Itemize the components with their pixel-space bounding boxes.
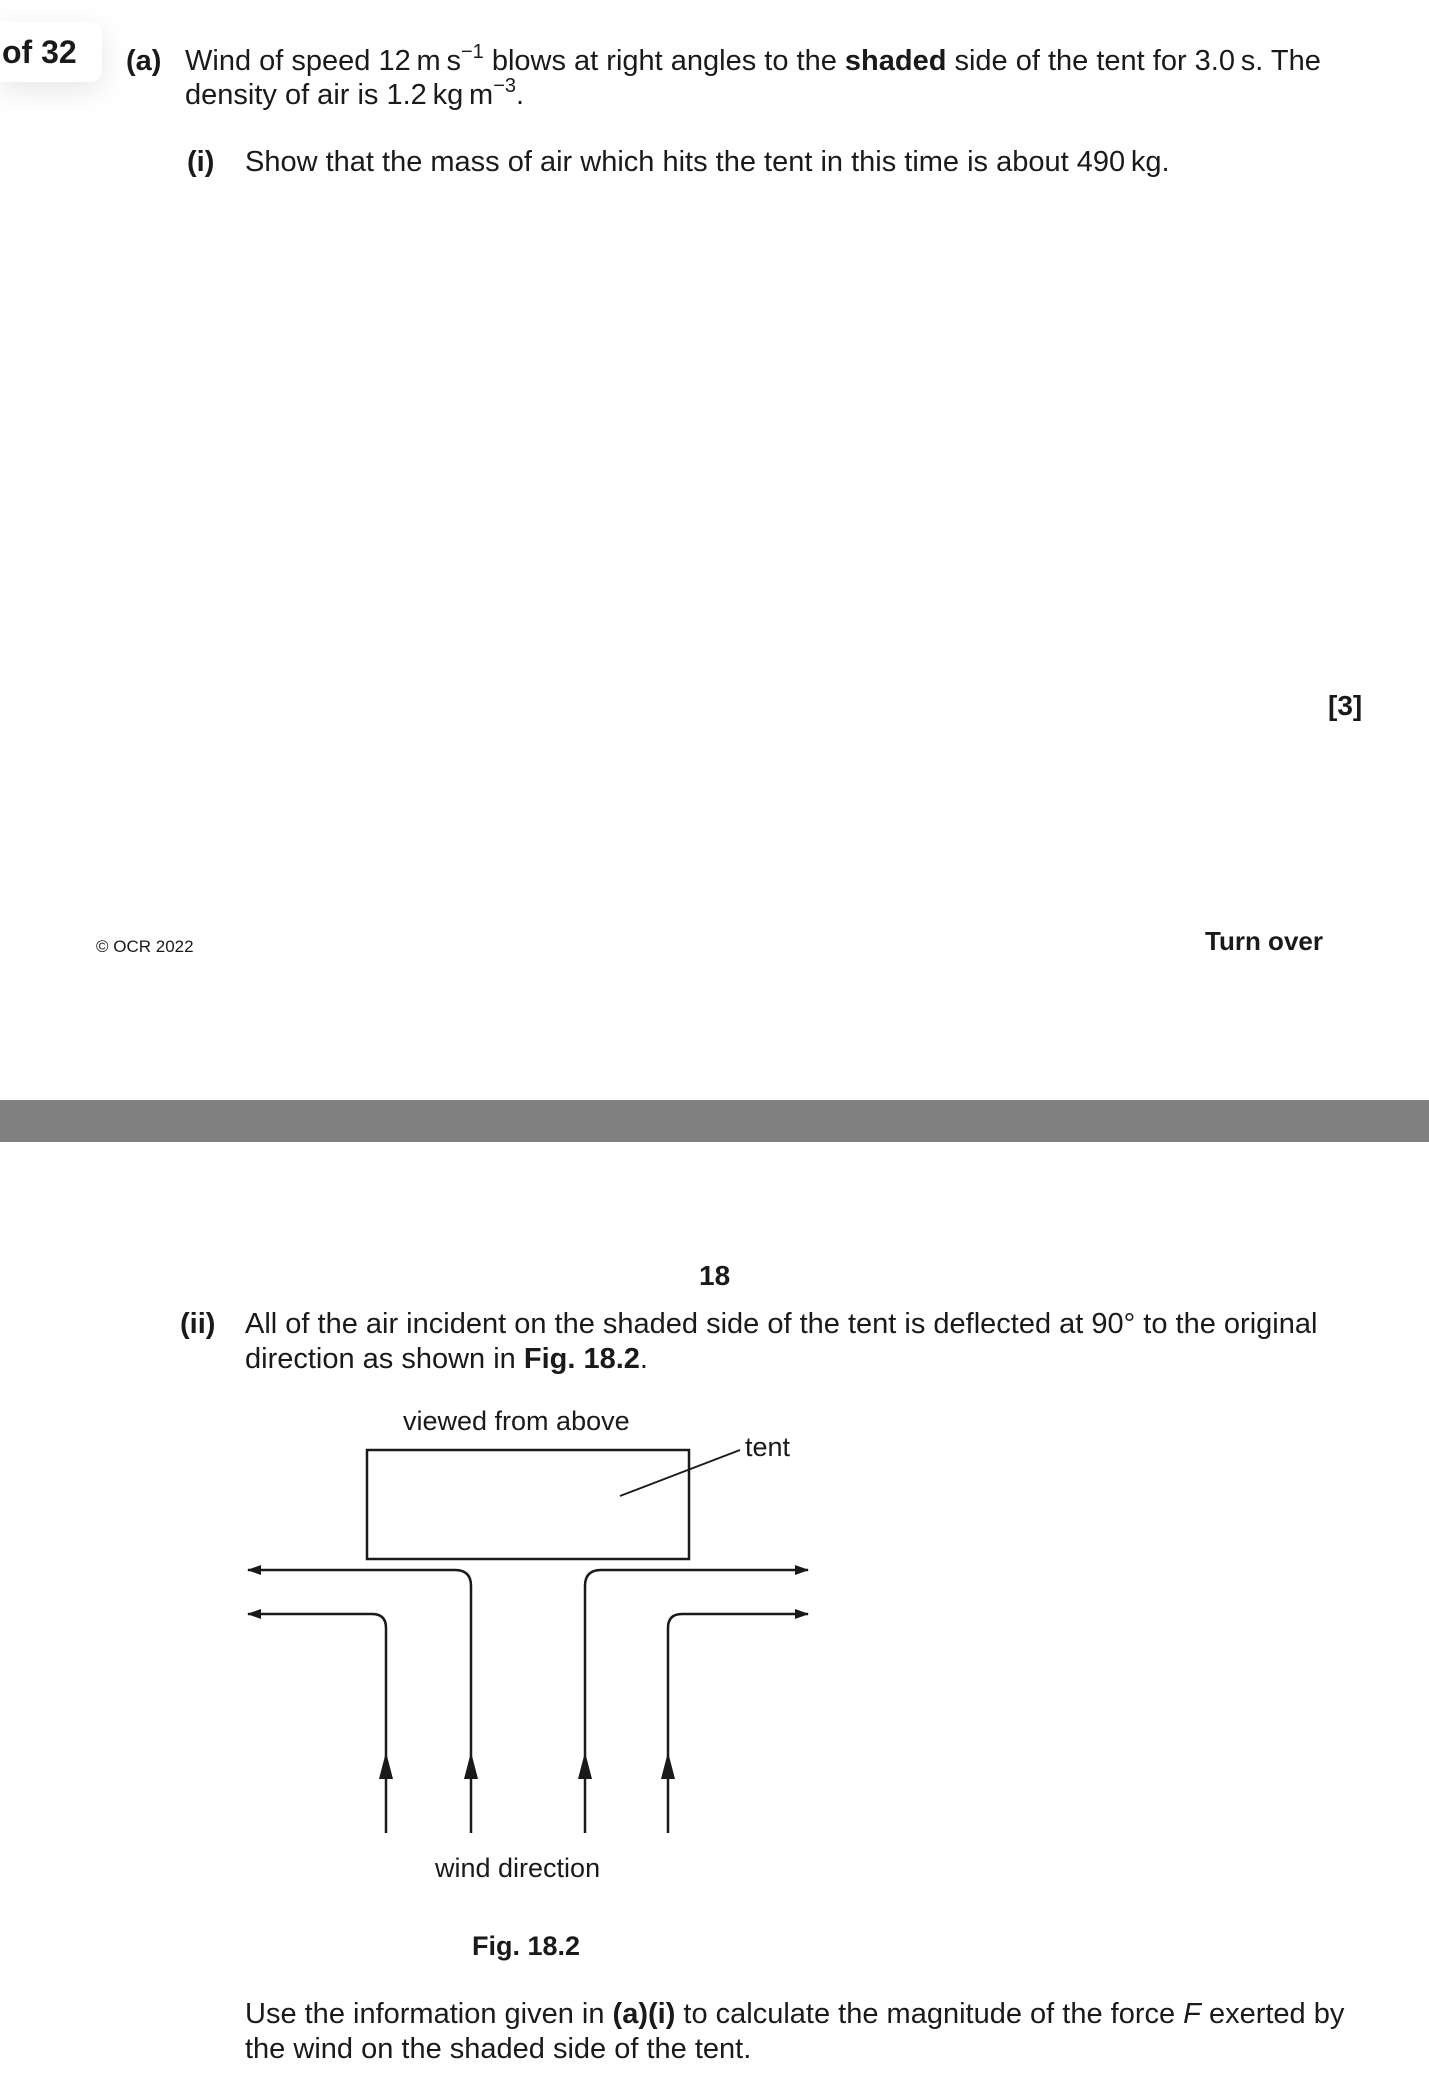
- page-counter-text: of 32: [2, 34, 77, 70]
- part-ii-label: (ii): [180, 1308, 216, 1340]
- figure-label-wind-direction: wind direction: [435, 1853, 601, 1883]
- wind-arrowhead-3: [578, 1752, 592, 1779]
- part-a-text: density of air is 1.2 kg m: [185, 79, 494, 111]
- figure-reference: Fig. 18.2: [523, 1343, 640, 1375]
- question-line2: the wind on the shaded side of the tent.: [245, 2033, 752, 2065]
- question-line1: [245, 1997, 1365, 2032]
- wind-arrowhead-2: [464, 1752, 478, 1779]
- tent-leader-line: [620, 1450, 740, 1496]
- part-reference: (a)(i): [612, 1998, 676, 2030]
- wind-arrowhead-4: [661, 1752, 675, 1779]
- tent-rectangle: [367, 1450, 689, 1559]
- page-number: 18: [699, 1260, 731, 1291]
- turn-over: Turn over: [1205, 926, 1323, 956]
- part-a-text: Wind of speed 12 m s: [185, 45, 461, 77]
- part-a-label: (a): [126, 45, 162, 77]
- part-a-text: .: [516, 79, 525, 111]
- part-a-bold-text: shaded: [844, 45, 947, 77]
- part-a-text: side of the tent for 3.0 s. The: [946, 45, 1321, 77]
- figure-caption: Fig. 18.2: [472, 1931, 581, 1961]
- airflow-outer-right: [668, 1614, 808, 1833]
- question-text: exerted by: [1200, 1998, 1345, 2030]
- superscript: −1: [460, 41, 484, 63]
- figure-label-tent: tent: [745, 1432, 791, 1462]
- force-symbol: F: [1183, 1998, 1201, 2030]
- airflow-inner-left: [248, 1570, 471, 1833]
- copyright: © OCR 2022: [96, 937, 194, 956]
- airflow-inner-right: [585, 1570, 808, 1833]
- part-a-text: blows at right angles to the: [483, 45, 845, 77]
- marks: [3]: [1328, 690, 1363, 721]
- airflow-outer-left: [248, 1614, 386, 1833]
- part-ii-text: .: [639, 1343, 648, 1375]
- part-i-label: (i): [187, 146, 215, 178]
- part-i-text: Show that the mass of air which hits the tent in this time is about 490 kg.: [245, 146, 1170, 178]
- part-ii-line1: All of the air incident on the shaded side of the tent is deflected at 90° to the original: [245, 1308, 1318, 1340]
- wind-arrowhead-1: [379, 1752, 393, 1779]
- part-ii-text: direction as shown in: [245, 1343, 524, 1375]
- question-text: to calculate the magnitude of the force: [675, 1998, 1184, 2030]
- superscript: −3: [493, 75, 516, 97]
- question-text: Use the information given in: [245, 1998, 613, 2030]
- figure-label-viewed-from-above: viewed from above: [403, 1406, 630, 1436]
